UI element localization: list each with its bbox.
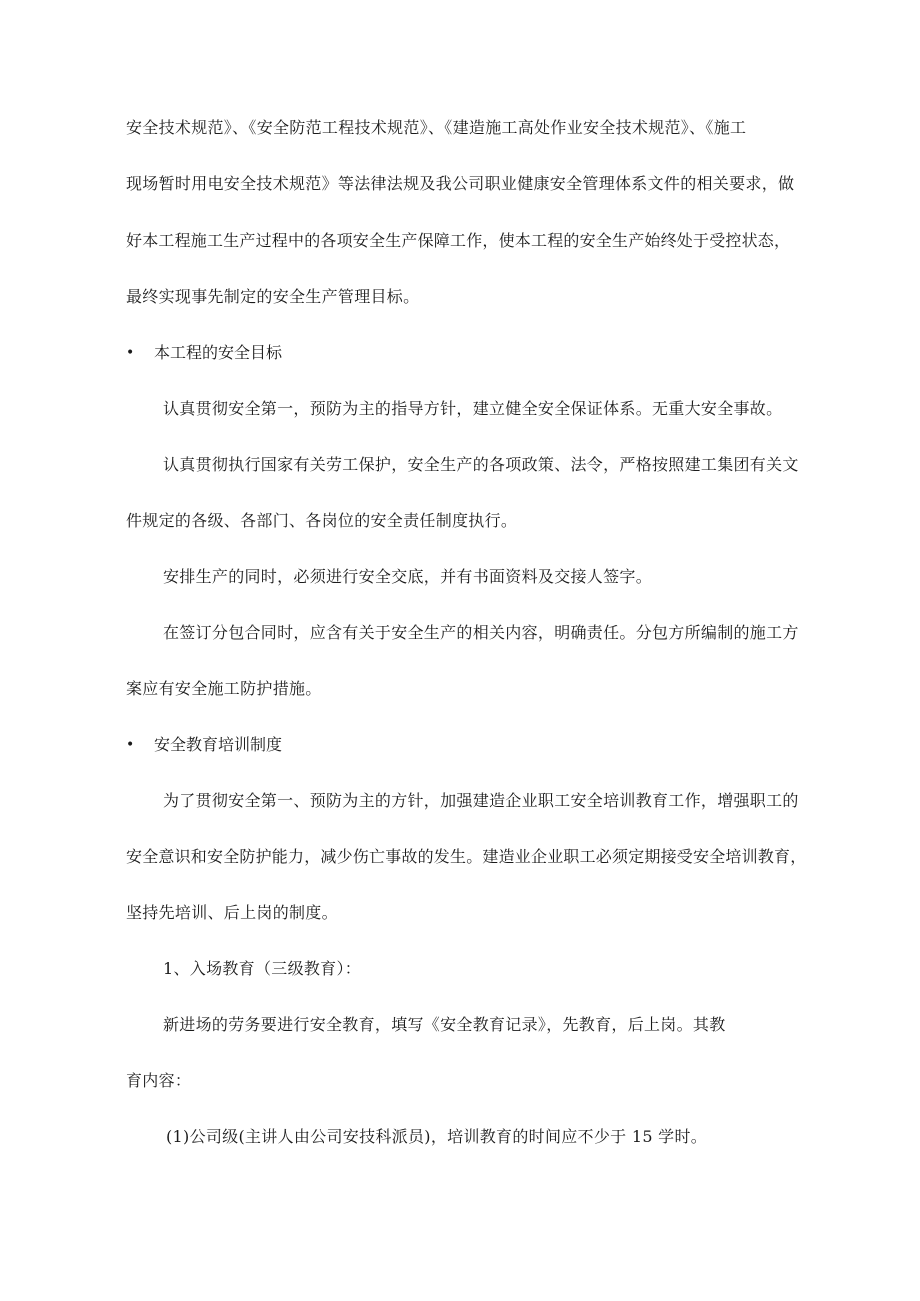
goal-paragraph-3: 安排生产的同时，必须进行安全交底，并有书面资料及交接人签字。 [163, 567, 653, 586]
intro-line-1: 安全技术规范》、《安全防范工程技术规范》、《建造施工高处作业安全技术规范》、《施工 [126, 118, 747, 137]
item1-title: 1、入场教育（三级教育）： [163, 959, 362, 978]
intro-line-3: 好本工程施工生产过程中的各项安全生产保障工作，使本工程的安全生产始终处于受控状态， [126, 231, 791, 250]
bullet-icon: • [126, 737, 135, 753]
goal-paragraph-4-line-2: 案应有安全施工防护措施。 [126, 679, 322, 698]
training-intro-line-2: 安全意识和安全防护能力，减少伤亡事故的发生。建造业企业职工必须定期接受安全培训教育， [126, 847, 807, 866]
goal-paragraph-2-line-1: 认真贯彻执行国家有关劳工保护，安全生产的各项政策、法令，严格按照建工集团有关文 [163, 455, 799, 474]
section-heading-training: 安全教育培训制度 [154, 735, 283, 754]
goal-paragraph-2-line-2: 件规定的各级、各部门、各岗位的安全责任制度执行。 [126, 511, 518, 530]
training-intro-line-3: 坚持先培训、后上岗的制度。 [126, 903, 338, 922]
item1-body-line-1: 新进场的劳务要进行安全教育，填写《安全教育记录》，先教育，后上岗。其教 [163, 1015, 726, 1034]
item1-body-line-2: 育内容： [126, 1071, 192, 1090]
section-heading-safety-goal: 本工程的安全目标 [154, 343, 283, 362]
goal-paragraph-1: 认真贯彻安全第一，预防为主的指导方针，建立健全安全保证体系。无重大安全事故。 [163, 399, 783, 418]
intro-line-4: 最终实现事先制定的安全生产管理目标。 [126, 287, 420, 306]
bullet-icon: • [126, 345, 135, 361]
item1-sub1: (1)公司级(主讲人由公司安技科派员)，培训教育的时间应不少于 15 学时。 [166, 1127, 708, 1146]
intro-line-2: 现场暂时用电安全技术规范》等法律法规及我公司职业健康安全管理体系文件的相关要求，做 [126, 174, 795, 193]
training-intro-line-1: 为了贯彻安全第一、预防为主的方针，加强建造企业职工安全培训教育工作，增强职工的 [163, 791, 799, 810]
goal-paragraph-4-line-1: 在签订分包合同时，应含有关于安全生产的相关内容，明确责任。分包方所编制的施工方 [163, 623, 799, 642]
